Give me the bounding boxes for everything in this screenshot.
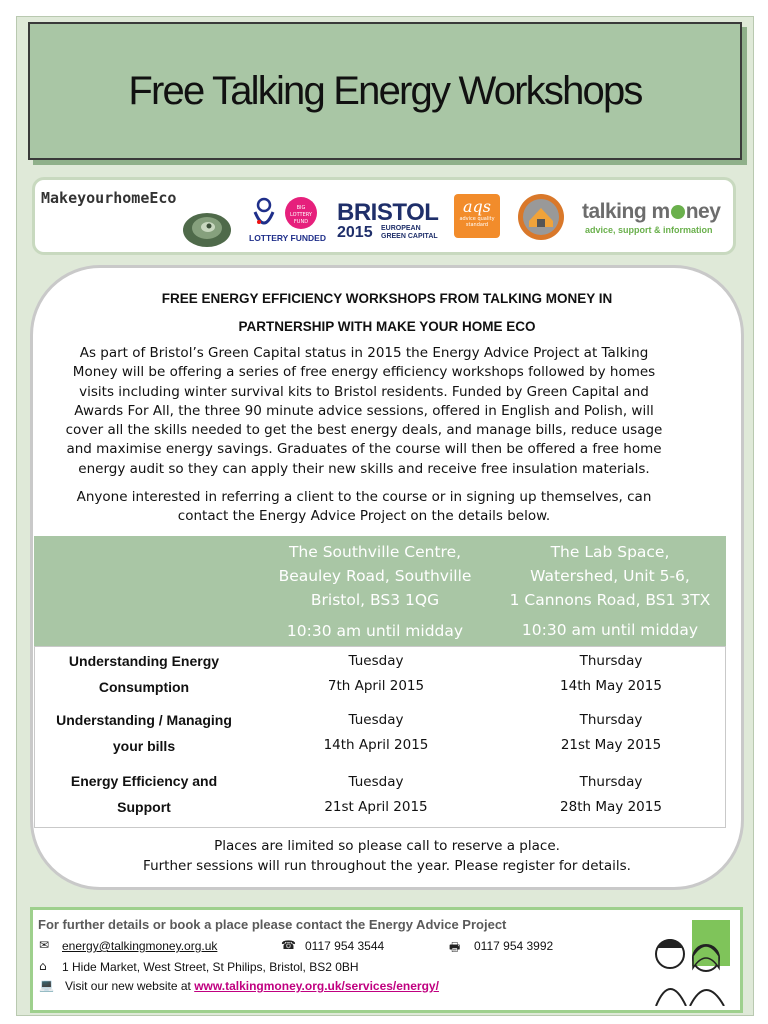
day: Thursday — [579, 712, 643, 728]
venue-southville — [264, 540, 486, 643]
session-name-line: Understanding / Managing — [56, 712, 232, 728]
session-name — [29, 768, 259, 820]
intro-line: As part of Bristol’s Green Capital status in 2015 the Energy Advice Project at Talking — [79, 345, 649, 361]
envelope-icon: ✉ — [39, 938, 50, 952]
phone-number: 0117 954 3544 — [305, 939, 385, 953]
aqs-logo — [454, 194, 500, 238]
session-name — [29, 648, 259, 700]
telephone-icon: ☎ — [281, 938, 296, 952]
date: 14th April 2015 — [323, 737, 429, 753]
talking-money-part2: ney — [685, 200, 721, 223]
lottery-hand-icon — [249, 196, 279, 234]
date: 7th April 2015 — [327, 678, 425, 694]
day: Tuesday — [348, 712, 404, 728]
address-icon: ⌂ — [39, 959, 47, 973]
aqs-subtext: advice quality standard — [459, 216, 495, 228]
big-lottery-fund-logo: BIG LOTTERY FUND — [285, 197, 317, 229]
talking-money-logo — [582, 200, 720, 224]
session-name-line: Support — [117, 799, 171, 815]
makeyourhomeeco-logo: MakeyourhomeEco — [41, 189, 177, 207]
computer-icon: 💻 — [39, 978, 54, 992]
referral-paragraph — [47, 488, 681, 527]
coin-icon — [671, 205, 685, 219]
southville-date — [261, 649, 491, 699]
bristol-sub-line1: EUROPEAN — [381, 225, 421, 232]
southville-date — [261, 708, 491, 758]
fax-number: 0117 954 3992 — [474, 939, 554, 953]
referral-line: Anyone interested in referring a client to the course or in signing up themselves, can — [76, 489, 652, 505]
day: Tuesday — [348, 653, 404, 669]
lab-space-date — [496, 770, 726, 820]
address: 1 Hide Market, West Street, St Philips, Bristol, BS2 0BH — [62, 960, 359, 974]
venue-line: Beauley Road, Southville — [278, 567, 472, 585]
session-name-line: Consumption — [98, 679, 190, 695]
schedule-table-header — [34, 536, 726, 646]
talking-money-tagline: advice, support & information — [585, 225, 713, 235]
intro-paragraph — [47, 344, 681, 479]
intro-line: Money will be offering a series of free energy efficiency workshops followed by homes — [72, 364, 656, 381]
fax-icon: 🖶 — [449, 940, 461, 954]
day: Thursday — [579, 774, 643, 790]
email-link[interactable]: energy@talkingmoney.org.uk — [62, 939, 218, 953]
date: 21st April 2015 — [324, 799, 428, 815]
title-banner — [28, 22, 742, 160]
lottery-funded-text: LOTTERY FUNDED — [249, 233, 326, 243]
snail-shell-icon — [181, 206, 233, 248]
places-limited-note: Places are limited so please call to reserve a place. — [214, 838, 560, 854]
bristol-subtitle — [381, 225, 438, 241]
date: 21st May 2015 — [560, 737, 662, 753]
intro-line: energy audit so they can apply their new skills and receive free insulation materials. — [78, 460, 650, 477]
lab-space-date — [496, 649, 726, 699]
day: Tuesday — [348, 774, 404, 790]
venue-time: 10:30 am until midday — [521, 621, 699, 639]
venue-time: 10:30 am until midday — [286, 622, 464, 640]
session-name-line: your bills — [112, 738, 176, 754]
talking-money-part1: talking m — [582, 200, 670, 223]
venue-line: 1 Cannons Road, BS1 3TX — [509, 591, 711, 609]
venue-line: Watershed, Unit 5-6, — [530, 567, 690, 585]
home-energy-icon — [516, 193, 566, 241]
referral-line: contact the Energy Advice Project on the details below. — [177, 508, 551, 525]
venue-line: Bristol, BS3 1QG — [310, 591, 440, 609]
lab-space-date — [496, 708, 726, 758]
intro-line: Awards For All, the three 90 minute advice sessions, offered in English and Polish, will — [74, 402, 654, 419]
aqs-text: aqs — [463, 197, 491, 216]
bristol-logo: BRISTOL — [337, 199, 439, 226]
venue-line: The Lab Space, — [550, 543, 670, 561]
date: 28th May 2015 — [560, 799, 662, 815]
contact-box — [30, 907, 743, 1013]
people-illustration-icon — [648, 918, 732, 1006]
intro-line: cover all the skills needed to get the best energy deals, and manage bills, reduce usage — [65, 422, 663, 439]
further-sessions-note: Further sessions will run throughout the year. Please register for details. — [143, 858, 631, 874]
intro-line: and maximise energy savings. Graduates of the course will then be offered a free home — [66, 441, 662, 458]
intro-line: visits including winter survival kits to Bristol residents. Funded by Green Capital and — [79, 383, 649, 400]
website-link[interactable]: www.talkingmoney.org.uk/services/energy/ — [194, 979, 439, 993]
venue-line: The Southville Centre, — [288, 543, 462, 561]
section-heading-line1: FREE ENERGY EFFICIENCY WORKSHOPS FROM TALKING MONEY IN — [161, 291, 613, 306]
bristol-sub-line2: GREEN CAPITAL — [381, 233, 438, 240]
website-line — [65, 979, 439, 993]
day: Thursday — [579, 653, 643, 669]
venue-lab-space — [494, 540, 726, 642]
website-prefix: Visit our new website at — [65, 979, 195, 993]
sponsor-logo-strip — [32, 177, 736, 255]
schedule-table-body — [34, 646, 726, 828]
bristol-year: 2015 — [337, 224, 373, 241]
session-name-line: Understanding Energy — [68, 653, 220, 669]
section-heading-line2: PARTNERSHIP WITH MAKE YOUR HOME ECO — [238, 319, 536, 334]
date: 14th May 2015 — [560, 678, 662, 694]
session-name-line: Energy Efficiency and — [70, 773, 218, 789]
contact-heading: For further details or book a place please contact the Energy Advice Project — [38, 917, 507, 932]
page-title: Free Talking Energy Workshops — [128, 68, 642, 113]
southville-date — [261, 770, 491, 820]
session-name — [29, 707, 259, 759]
